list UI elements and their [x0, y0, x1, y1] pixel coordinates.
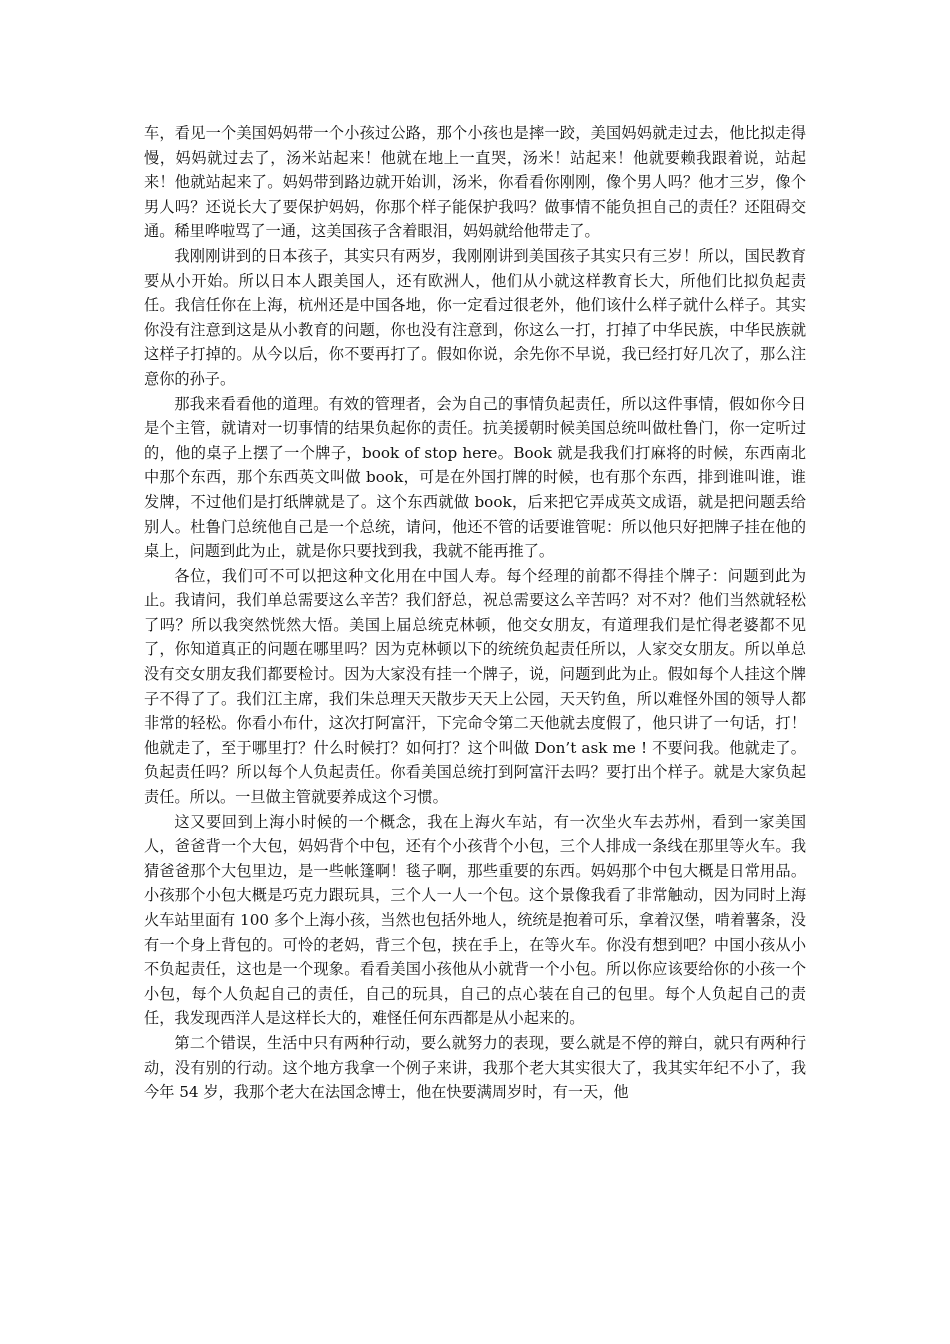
paragraph-truman-sign: 那我来看看他的道理。有效的管理者，会为自己的事情负起责任，所以这件事情，假如你今日是个主管，就请对一切事情的结果负起你的责任。抗美援朝时候美国总统叫做杜鲁门，你一定听过的，他的桌子上摆了一个牌子，book of stop here。Book 就是我我们打麻将的时候，东西南北中那个东西，那个东西英文叫做 book，可是在外国打牌的时候，也有那个东西，排到谁叫谁，谁发牌，不过他们是打纸牌就是了。这个东西就做 book，后来把它弄成英文成语，就是把问题丢给别人。杜鲁门总统他自己是一个总统，请问，他还不管的话要谁管呢：所以他只好把牌子挂在他的桌上，问题到此为止，就是你只要找到我，我就不能再推了。 [144, 394, 806, 561]
paragraph-china-life-culture: 各位，我们可不可以把这种文化用在中国人寿。每个经理的前都不得挂个牌子：问题到此为止。我请问，我们单总需要这么辛苦？我们舒总，祝总需要这么辛苦吗？对不对？他们当然就轻松了吗？所以我突然恍然大悟。美国上届总统克林顿，他交女朋友，有道理我们是忙得老婆都不见了，你知道真正的问题在哪里吗？因为克林顿以下的统统负起责任所以，人家交女朋友。所以单总没有交女朋友我们都要检讨。因为大家没有挂一个牌子，说，问题到此为止。假如每个人挂这个牌子不得了了。我们江主席，我们朱总理天天散步天天上公园，天天钓鱼，所以难怪外国的领导人都非常的轻松。你看小布什，这次打阿富汗，下完命令第二天他就去度假了，他只讲了一句话，打！他就走了，至于哪里打？什么时候打？如何打？这个叫做 Don’t ask me ! 不要问我。他就走了。负起责任吗？所以每个人负起责任。你看美国总统打到阿富汗去吗？要打出个样子。就是大家负起责任。所以。一旦做主管就要养成这个习惯。 [144, 566, 806, 807]
paragraph-shanghai-station: 这又要回到上海小时候的一个概念，我在上海火车站，有一次坐火车去苏州，看到一家美国人，爸爸背一个大包，妈妈背个中包，还有个小孩背个小包，三个人排成一条线在那里等火车。我猜爸爸那个大包里边，是一些帐篷啊！毯子啊，那些重要的东西。妈妈那个中包大概是日常用品。小孩那个小包大概是巧克力跟玩具，三个人一人一个包。这个景像我看了非常触动，因为同时上海火车站里面有 100 多个上海小孩，当然也包括外地人，统统是抱着可乐，拿着汉堡，啃着薯条，没有一个身上背包的。可怜的老妈，背三个包，挟在手上，在等火车。你没有想到吧？中国小孩从小不负起责任，这也是一个现象。看看美国小孩他从小就背一个小包。所以你应该要给你的小孩一个小包，每个人负起自己的责任，自己的玩具，自己的点心装在自己的包里。每个人负起自己的责任，我发现西洋人是这样长大的，难怪任何东西都是从小起来的。 [144, 812, 806, 1028]
document-page [144, 121, 806, 1105]
paragraph-second-mistake: 第二个错误，生活中只有两种行动，要么就努力的表现，要么就是不停的辩白，就只有两种行动，没有别的行动。这个地方我拿一个例子来讲，我那个老大其实很大了，我其实年纪不小了，我今年 54 岁，我那个老大在法国念博士，他在快要满周岁时，有一天，他 [144, 1033, 806, 1102]
paragraph-japanese-american-children: 我刚刚讲到的日本孩子，其实只有两岁，我刚刚讲到美国孩子其实只有三岁！所以，国民教育要从小开始。所以日本人跟美国人，还有欧洲人，他们从小就这样教育长大，所他们比拟负起责任。我信任你在上海，杭州还是中国各地，你一定看过很老外，他们该什么样子就什么样子。其实你没有注意到这是从小教育的问题，你也没有注意到，你这么一打，打掉了中华民族，中华民族就这样子打掉的。从今以后，你不要再打了。假如你说，余先你不早说，我已经打好几次了，那么注意你的孙子。 [144, 246, 806, 388]
paragraph-continued: 车，看见一个美国妈妈带一个小孩过公路，那个小孩也是摔一跤，美国妈妈就走过去，他比拟走得慢，妈妈就过去了，汤米站起来！他就在地上一直哭，汤米！站起来！他就要赖我跟着说，站起来！他就站起来了。妈妈带到路边就开始训，汤米，你看看你刚刚，像个男人吗？他才三岁，像个男人吗？还说长大了要保护妈妈，你那个样子能保护我吗？做事情不能负担自己的责任？还阻碍交通。稀里哗啦骂了一通，这美国孩子含着眼泪，妈妈就给他带走了。 [144, 124, 806, 241]
